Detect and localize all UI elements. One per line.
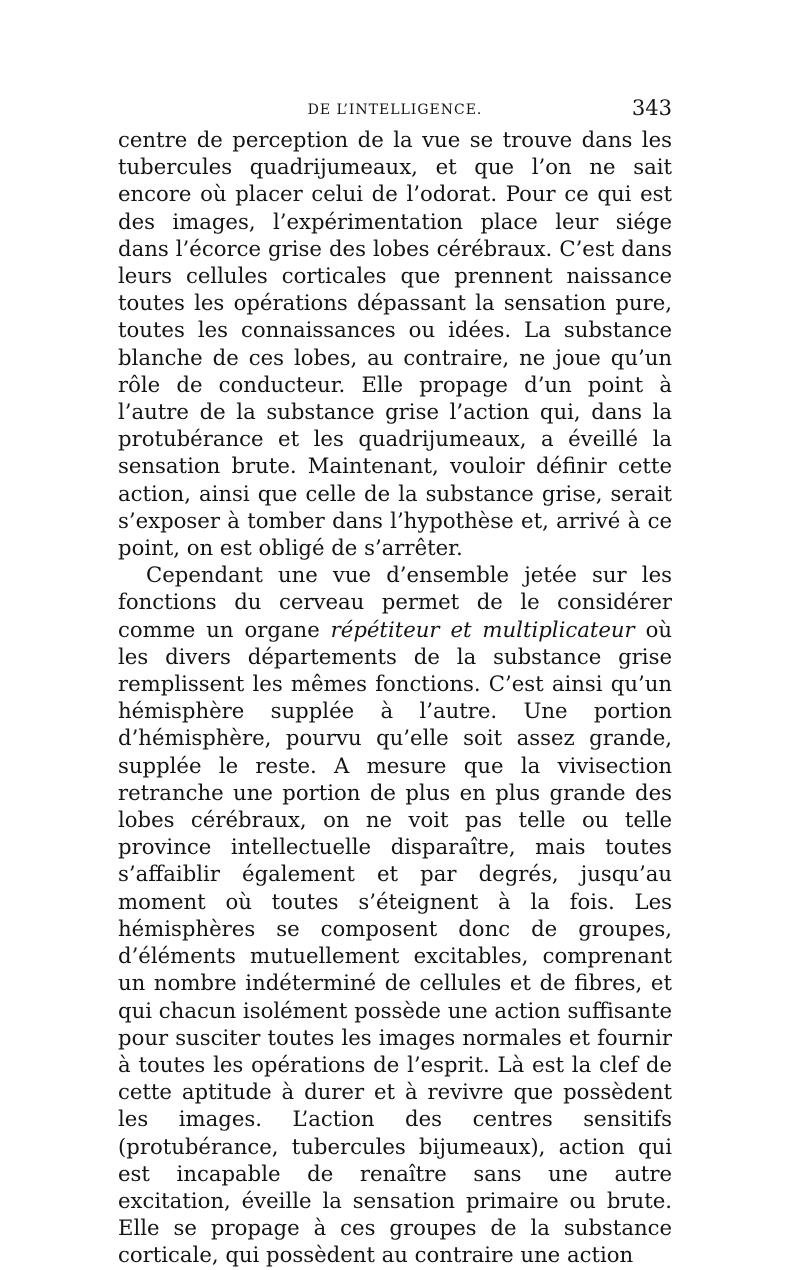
book-page [118,96,672,1269]
paragraph-1: centre de perception de la vue se trouve dans les tubercules quadrijumeaux, et que l’on ne sait encore où placer celui de l’odorat. Pour ce qui est des images, l’expérimentation place leur siége dans l’écorce grise des lobes cérébraux. C’est dans leurs cellules corticales que prennent naissance toutes les opérations dépassant la sensation pure, toutes les connaissances ou idées. La substance blanche de ces lobes, au contraire, ne joue qu’un rôle de conducteur. Elle propage d’un point à l’autre de la substance grise l’action qui, dans la protubérance et les quadrijumeaux, a éveillé la sensation brute. Maintenant, vouloir définir cette action, ainsi que celle de la substance grise, serait s’exposer à tomber dans l’hypothèse et, arrivé à ce point, on est obligé de s’arrêter. [118,127,672,561]
italic-term: répétiteur et multiplicateur [330,616,635,642]
running-title: DE L’INTELLIGENCE. [307,102,483,118]
page-number: 343 [631,96,672,120]
paragraph-2-rest: où les divers départements de la substance grise remplissent les mêmes fonctions. C’est ainsi qu’un hémisphère supplée à l’autre. Une portion d’hémisphère, pourvu qu’elle soit assez grande, supplée le reste. A mesure que la vivisection retranche une portion de plus en plus grande des lobes cérébraux, on ne voit pas telle ou telle province intellectuelle disparaître, mais toutes s’affaiblir également et par degrés, jusqu’au moment où toutes s’éteignent à la fois. Les hémisphères se composent donc de groupes, d’éléments mutuellement excitables, comprenant un nombre indéterminé de cellules et de fibres, et qui chacun isolément possède une action suffisante pour susciter toutes les images normales et fournir à toutes les opérations de l’esprit. Là est la clef de cette aptitude à durer et à revivre que possèdent les images. L’action des centres sensitifs (protubérance, tubercules bijumeaux), action qui est incapable de renaître sans une autre excitation, éveille la sensation primaire ou brute. Elle se propage à ces groupes de la substance corticale, qui possèdent au contraire une action [118,616,673,1268]
body-text [118,126,672,1269]
paragraph-2 [118,561,672,1268]
running-head [118,96,672,126]
paragraph-2-start: Cependant une vue d’ensemble jetée sur les fonctions du cerveau permet de le considérer comme un organe [118,562,672,642]
